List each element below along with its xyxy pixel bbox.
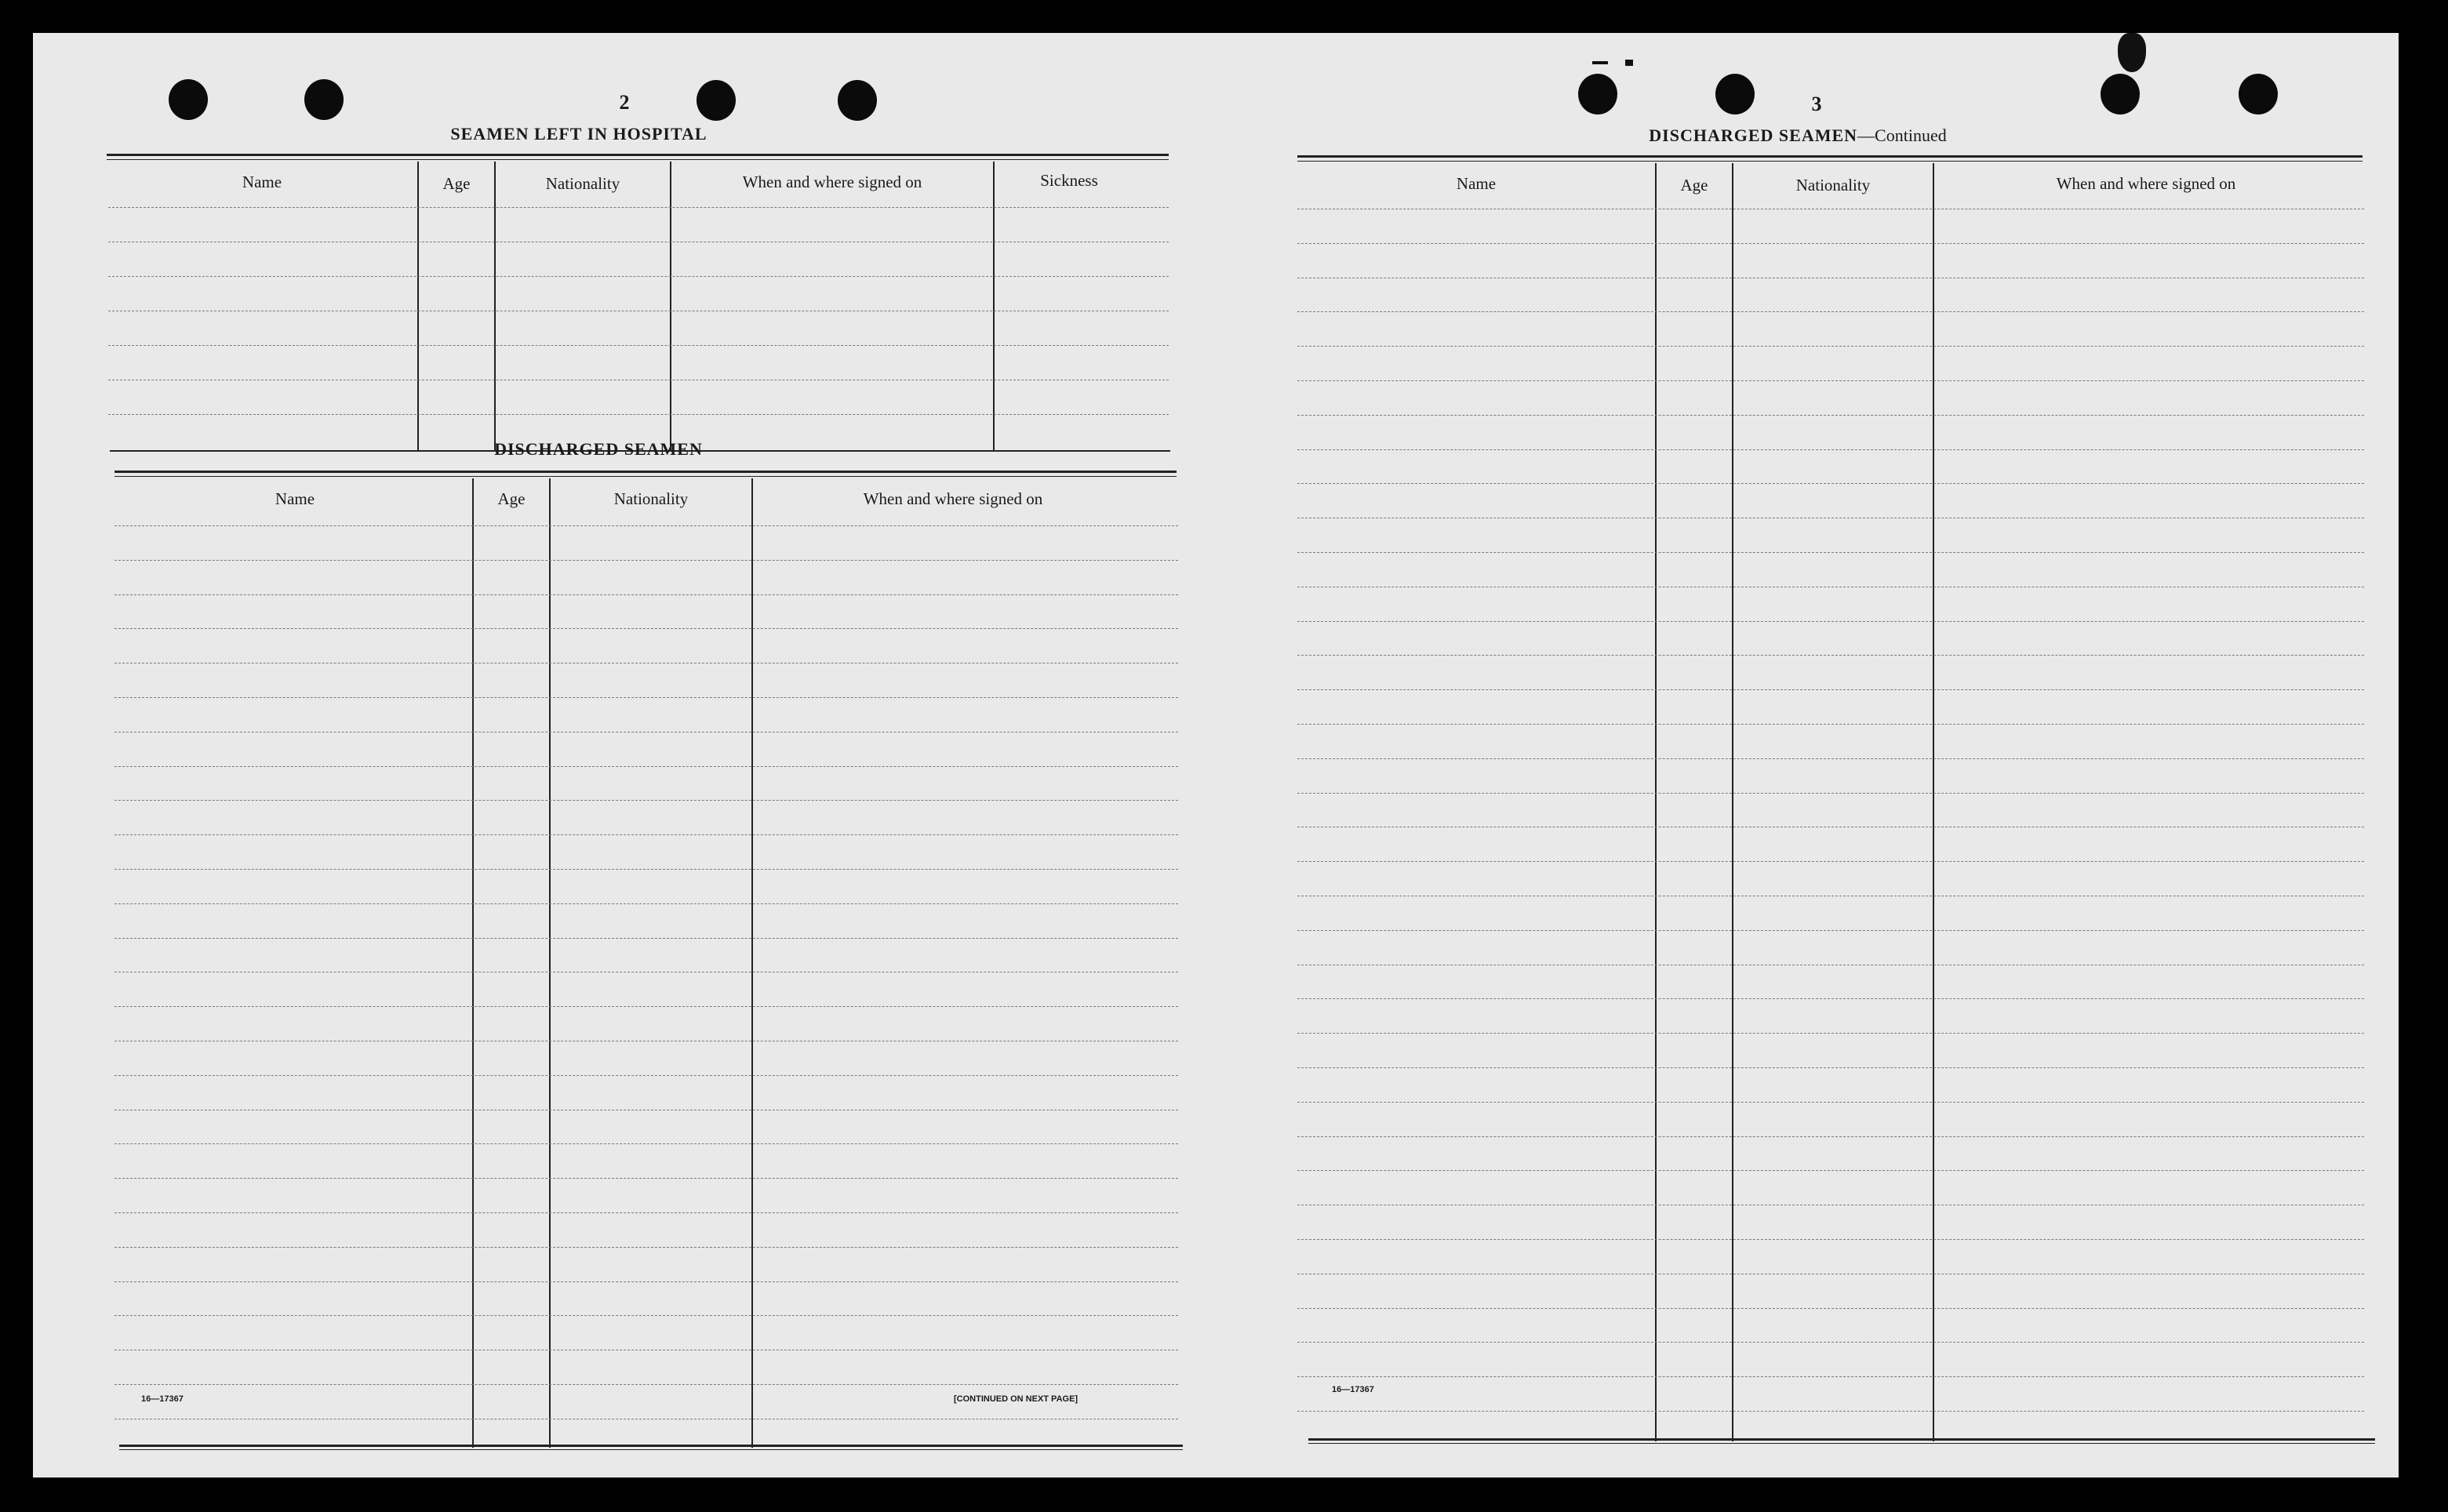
section-title-hospital: SEAMEN LEFT IN HOSPITAL — [450, 124, 707, 144]
continued-note: [CONTINUED ON NEXT PAGE] — [954, 1394, 1079, 1404]
ruled-row-line — [115, 1075, 1178, 1076]
ruled-row-line — [1297, 1411, 2364, 1412]
ruled-row-line — [1297, 930, 2364, 931]
ruled-row-line — [115, 1281, 1178, 1282]
ruled-row-line — [115, 525, 1178, 526]
ruled-row-line — [115, 560, 1178, 561]
column-header: Name — [1456, 174, 1497, 193]
ruled-row-line — [1297, 243, 2364, 244]
column-header: When and where signed on — [2056, 174, 2236, 193]
punch-hole-icon — [304, 79, 344, 120]
section-title-discharged-continued — [1602, 125, 1994, 146]
ruled-row-line — [1297, 1067, 2364, 1068]
punch-hole-icon — [1715, 74, 1755, 114]
ruled-row-line — [115, 938, 1178, 939]
ruled-row-line — [115, 1178, 1178, 1179]
column-header: When and where signed on — [742, 173, 922, 191]
column-header: Sickness — [1040, 171, 1098, 190]
punch-hole-icon — [838, 80, 877, 121]
column-header: When and where signed on — [863, 489, 1043, 508]
ink-blot-icon — [1625, 60, 1633, 66]
section-title-suffix: —Continued — [1857, 125, 1947, 145]
column-header: Age — [442, 174, 471, 193]
form-number: 16—17367 — [141, 1394, 184, 1404]
punch-hole-icon — [2239, 74, 2278, 114]
punch-hole-icon — [1578, 74, 1617, 114]
ruled-row-line — [108, 414, 1169, 415]
section-title: DISCHARGED SEAMEN — [1649, 125, 1858, 145]
ruled-row-line — [1297, 552, 2364, 553]
ruled-row-line — [115, 800, 1178, 801]
column-header: Age — [497, 489, 526, 508]
column-header: Nationality — [613, 489, 689, 508]
scanned-form-sheet — [33, 33, 2399, 1477]
ruled-row-line — [1297, 311, 2364, 312]
ruled-row-line — [115, 697, 1178, 698]
ruled-row-line — [1297, 1239, 2364, 1240]
ruled-row-line — [115, 1143, 1178, 1144]
ruled-row-line — [115, 1247, 1178, 1248]
ruled-row-line — [115, 1212, 1178, 1213]
ruled-row-line — [108, 276, 1169, 277]
column-header: Nationality — [545, 174, 620, 193]
ruled-row-line — [115, 628, 1178, 629]
ruled-row-line — [1297, 346, 2364, 347]
ruled-row-line — [115, 903, 1178, 904]
ruled-row-line — [1297, 1136, 2364, 1137]
ink-blot-icon — [2118, 33, 2146, 72]
form-number: 16—17367 — [1332, 1385, 1374, 1394]
page-number: 2 — [619, 91, 630, 114]
ruled-row-line — [1297, 483, 2364, 484]
ruled-row-line — [1297, 793, 2364, 794]
ruled-row-line — [1297, 449, 2364, 450]
ruled-row-line — [1297, 380, 2364, 381]
ruled-row-line — [1297, 415, 2364, 416]
column-header: Name — [242, 173, 282, 191]
punch-hole-icon — [169, 79, 208, 120]
ruled-row-line — [1297, 621, 2364, 622]
column-header: Name — [275, 489, 315, 508]
ruled-row-line — [1297, 861, 2364, 862]
ruled-row-line — [1297, 655, 2364, 656]
ruled-row-line — [1297, 998, 2364, 999]
ruled-row-line — [115, 1384, 1178, 1385]
ruled-row-line — [115, 766, 1178, 767]
column-header: Age — [1680, 176, 1708, 194]
ruled-row-line — [115, 594, 1178, 595]
ruled-row-line — [1297, 1376, 2364, 1377]
ruled-row-line — [108, 345, 1169, 346]
ruled-row-line — [1297, 689, 2364, 690]
ruled-row-line — [1297, 1102, 2364, 1103]
ruled-row-line — [1297, 724, 2364, 725]
ruled-row-line — [1297, 1033, 2364, 1034]
ruled-row-line — [1297, 1342, 2364, 1343]
page-number: 3 — [1811, 93, 1822, 115]
ruled-row-line — [115, 834, 1178, 835]
ruled-row-line — [115, 869, 1178, 870]
ink-blot-icon — [1592, 61, 1608, 64]
ruled-row-line — [115, 1006, 1178, 1007]
section-title-discharged: DISCHARGED SEAMEN — [494, 439, 703, 459]
ruled-row-line — [108, 207, 1169, 208]
punch-hole-icon — [697, 80, 736, 121]
column-header: Nationality — [1795, 176, 1871, 194]
ruled-row-line — [115, 1315, 1178, 1316]
ruled-row-line — [1297, 1170, 2364, 1171]
ruled-row-line — [1297, 1308, 2364, 1309]
punch-hole-icon — [2101, 74, 2140, 114]
ruled-row-line — [1297, 758, 2364, 759]
